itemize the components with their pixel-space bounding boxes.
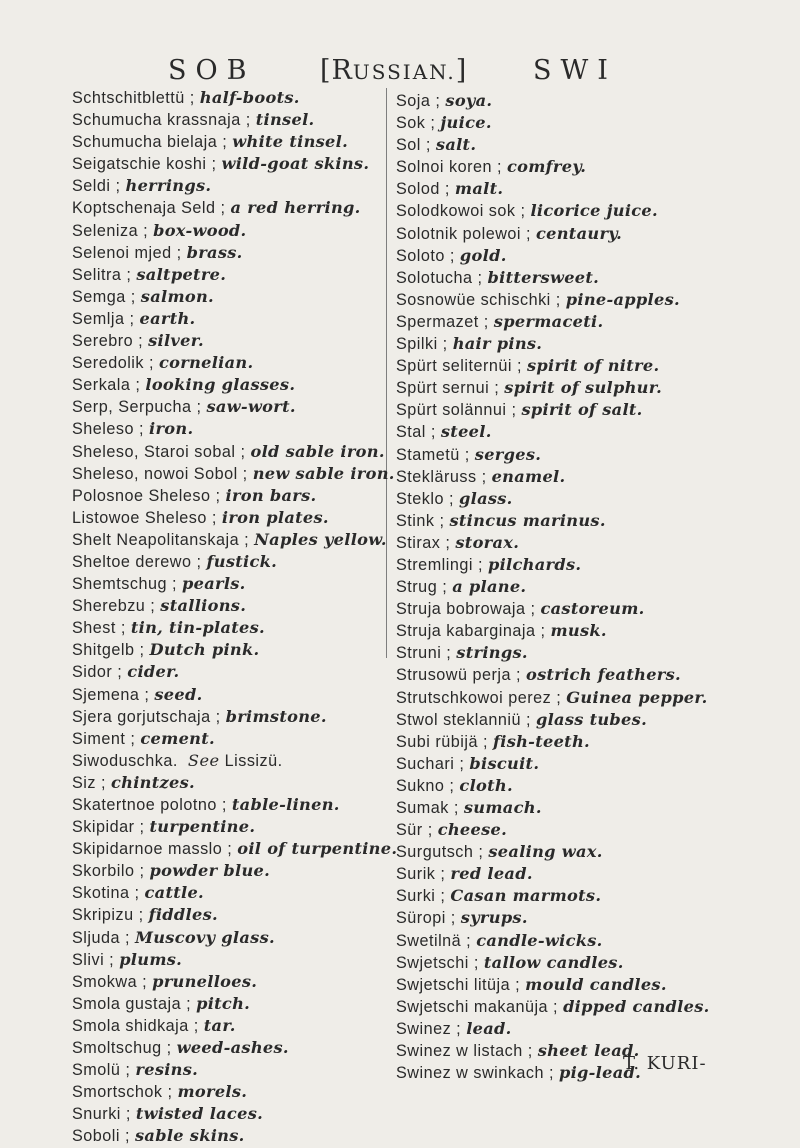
entry-translation: brimstone. bbox=[225, 706, 327, 726]
dictionary-entry bbox=[396, 576, 726, 598]
entry-term: Strusowü perja ; bbox=[396, 666, 521, 685]
dictionary-entry bbox=[396, 466, 726, 488]
entry-term: Stink ; bbox=[396, 511, 445, 530]
entry-translation: old sable iron. bbox=[250, 441, 385, 461]
dictionary-entry bbox=[72, 882, 377, 904]
entry-term: Soboli ; bbox=[72, 1127, 130, 1146]
entry-translation: prunelloes. bbox=[152, 971, 258, 991]
entry-translation: Dutch pink. bbox=[149, 640, 260, 660]
entry-translation: glass tubes. bbox=[535, 709, 648, 729]
entry-translation: stincus marinus. bbox=[449, 510, 606, 530]
column-divider bbox=[386, 88, 387, 658]
entry-translation: tin, tin-plates. bbox=[130, 618, 265, 638]
dictionary-entry bbox=[396, 952, 726, 974]
dictionary-entry bbox=[72, 1059, 377, 1081]
dictionary-entry bbox=[72, 573, 377, 595]
entry-term: Swjetschi makanüja ; bbox=[396, 997, 559, 1016]
entry-translation: strings. bbox=[456, 643, 528, 663]
entry-term: Spermazet ; bbox=[396, 312, 489, 331]
entry-translation: castoreum. bbox=[540, 599, 645, 619]
dictionary-entry bbox=[396, 377, 726, 399]
header-left-guide: SOB bbox=[168, 55, 256, 86]
entry-translation: cement. bbox=[140, 728, 215, 748]
entry-translation: oil of turpentine. bbox=[237, 839, 398, 859]
header-title-cap: R bbox=[331, 55, 353, 86]
dictionary-entry bbox=[72, 507, 377, 529]
entry-term: Solotnik polewoi ; bbox=[396, 224, 531, 243]
dictionary-entry bbox=[396, 200, 726, 222]
dictionary-entry bbox=[72, 109, 377, 131]
entry-translation: cheese. bbox=[437, 820, 508, 840]
entry-translation: fiddles. bbox=[148, 905, 218, 925]
dictionary-entry bbox=[396, 223, 726, 245]
dictionary-entry bbox=[72, 153, 377, 175]
entry-translation: iron plates. bbox=[221, 507, 329, 527]
entry-term: Swinez w listach ; bbox=[396, 1042, 533, 1061]
dictionary-entry bbox=[396, 797, 726, 819]
entry-term: Serp, Serpucha ; bbox=[72, 398, 202, 417]
entry-translation: steel. bbox=[440, 422, 492, 442]
entry-translation: white tinsel. bbox=[232, 132, 349, 152]
dictionary-entry bbox=[396, 974, 726, 996]
entry-translation: sumach. bbox=[463, 798, 542, 817]
entry-translation: biscuit. bbox=[469, 753, 540, 773]
dictionary-entry bbox=[72, 949, 377, 971]
entry-term: Skripizu ; bbox=[72, 906, 144, 925]
entry-term: Smoltschug ; bbox=[72, 1039, 172, 1058]
entry-see-label: See bbox=[187, 750, 220, 770]
entry-translation: silver. bbox=[148, 331, 204, 351]
dictionary-entry bbox=[72, 87, 377, 109]
entry-translation: a plane. bbox=[452, 577, 527, 597]
entry-translation: brass. bbox=[186, 242, 243, 262]
entry-translation: cloth. bbox=[459, 775, 513, 795]
dictionary-entry bbox=[396, 1018, 726, 1040]
entry-term: Swinez w swinkach ; bbox=[396, 1064, 554, 1083]
entry-term: Shelt Neapolitanskaja ; bbox=[72, 530, 250, 549]
entry-translation: soya. bbox=[445, 91, 493, 110]
entry-translation: cider. bbox=[127, 662, 180, 682]
dictionary-entry bbox=[396, 731, 726, 753]
dictionary-entry bbox=[72, 816, 377, 838]
entry-term: Skatertnoe polotno ; bbox=[72, 796, 227, 814]
dictionary-entry bbox=[396, 421, 726, 443]
entry-translation: pig-lead. bbox=[558, 1063, 642, 1083]
entry-translation: lead. bbox=[466, 1018, 512, 1038]
entry-term: Smolü ; bbox=[72, 1061, 131, 1080]
entry-translation: Naples yellow. bbox=[254, 529, 387, 549]
entry-translation: chintzes. bbox=[110, 772, 195, 792]
header-section-title bbox=[320, 55, 467, 86]
entry-translation: candle-wicks. bbox=[476, 930, 603, 950]
entry-translation: spermaceti. bbox=[493, 311, 604, 331]
dictionary-entry bbox=[72, 220, 377, 242]
dictionary-entry bbox=[396, 664, 726, 686]
entry-term: Polosnoe Sheleso ; bbox=[72, 486, 221, 505]
entry-term: Suchari ; bbox=[396, 754, 465, 773]
entry-translation: Casan marmots. bbox=[450, 886, 602, 906]
entry-term: Skorbilo ; bbox=[72, 862, 145, 881]
dictionary-entry bbox=[396, 156, 726, 178]
entry-term: Surki ; bbox=[396, 887, 446, 906]
entry-term: Stal ; bbox=[396, 423, 436, 442]
entry-term: Shemtschug ; bbox=[72, 575, 177, 594]
entry-translation: resins. bbox=[135, 1060, 199, 1080]
entry-term: Selitra ; bbox=[72, 265, 132, 284]
dictionary-entry bbox=[72, 131, 377, 153]
entry-translation: earth. bbox=[139, 308, 196, 328]
entry-translation: twisted laces. bbox=[135, 1104, 264, 1124]
entry-translation: saw-wort. bbox=[206, 397, 296, 417]
entry-term: Schumucha krassnaja ; bbox=[72, 111, 251, 130]
dictionary-entry bbox=[396, 311, 726, 333]
dictionary-entry bbox=[396, 709, 726, 731]
entry-term: Soloto ; bbox=[396, 246, 455, 265]
entry-term: Solodkowoi sok ; bbox=[396, 202, 526, 221]
dictionary-entry bbox=[72, 1081, 377, 1103]
entry-term: Soja ; bbox=[396, 92, 441, 110]
entry-term: Stwol steklanniü ; bbox=[396, 710, 531, 729]
dictionary-entry bbox=[396, 134, 726, 156]
entry-translation: half-boots. bbox=[199, 88, 300, 107]
entry-term: Sjera gorjutschaja ; bbox=[72, 707, 221, 726]
entry-term: Spürt seliternüi ; bbox=[396, 357, 522, 376]
entry-term: Siz ; bbox=[72, 773, 106, 792]
dictionary-entry bbox=[396, 885, 726, 907]
dictionary-entry bbox=[72, 772, 377, 794]
entry-term: Smola gustaja ; bbox=[72, 994, 192, 1013]
entry-term: Surgutsch ; bbox=[396, 843, 484, 862]
dictionary-entry bbox=[72, 197, 377, 219]
entry-translation: herrings. bbox=[125, 176, 212, 196]
dictionary-entry bbox=[72, 904, 377, 926]
entry-translation: centaury. bbox=[535, 223, 623, 243]
entry-translation: musk. bbox=[550, 621, 607, 641]
entry-term: Selenoi mjed ; bbox=[72, 243, 182, 262]
entry-translation: pitch. bbox=[196, 993, 251, 1013]
entry-term: Seredolik ; bbox=[72, 354, 154, 373]
entry-translation: gold. bbox=[459, 245, 507, 265]
entry-translation: spirit of salt. bbox=[521, 400, 643, 420]
left-column bbox=[72, 87, 398, 1148]
entry-translation: glass. bbox=[459, 488, 513, 508]
entry-term: Süropi ; bbox=[396, 909, 456, 928]
entry-term: Sukno ; bbox=[396, 776, 455, 795]
entry-translation: tar. bbox=[203, 1015, 236, 1035]
entry-translation: red lead. bbox=[450, 864, 533, 884]
entry-translation: looking glasses. bbox=[145, 375, 296, 395]
dictionary-entry bbox=[396, 333, 726, 355]
dictionary-entry bbox=[396, 642, 726, 664]
entry-translation: new sable iron. bbox=[252, 463, 395, 483]
dictionary-entry bbox=[72, 750, 377, 772]
dictionary-entry bbox=[72, 728, 377, 750]
catchword: T. KURI- bbox=[623, 1053, 707, 1074]
entry-term: Sok ; bbox=[396, 114, 436, 133]
dictionary-entry bbox=[72, 661, 377, 683]
entry-term: Struja bobrowaja ; bbox=[396, 600, 536, 619]
entry-term: Strug ; bbox=[396, 578, 448, 597]
entry-term: Stirax ; bbox=[396, 533, 451, 552]
entry-term: Skipidar ; bbox=[72, 818, 145, 837]
entry-term: Schumucha bielaja ; bbox=[72, 133, 228, 152]
entry-translation: saltpetre. bbox=[136, 264, 227, 284]
dictionary-entry bbox=[396, 775, 726, 797]
entry-translation: tallow candles. bbox=[483, 952, 624, 972]
dictionary-entry bbox=[396, 620, 726, 642]
entry-term: Listowoe Sheleso ; bbox=[72, 508, 217, 527]
entry-term: Subi rübijä ; bbox=[396, 732, 488, 751]
entry-term: Smola shidkaja ; bbox=[72, 1016, 199, 1035]
dictionary-entry bbox=[396, 554, 726, 576]
dictionary-entry bbox=[72, 1125, 377, 1147]
dictionary-entry bbox=[72, 529, 387, 551]
entry-term: Sidor ; bbox=[72, 663, 123, 682]
entry-term: Solnoi koren ; bbox=[396, 158, 502, 177]
entry-term: Swjetschi litüja ; bbox=[396, 975, 521, 994]
dictionary-entry bbox=[72, 441, 385, 463]
dictionary-entry bbox=[72, 639, 377, 661]
entry-translation: mould candles. bbox=[525, 974, 667, 994]
entry-term: Koptschenaja Seld ; bbox=[72, 199, 226, 218]
entry-translation: serges. bbox=[474, 444, 542, 464]
dictionary-entry bbox=[72, 264, 377, 286]
dictionary-entry bbox=[396, 289, 726, 311]
entry-translation: powder blue. bbox=[149, 861, 271, 881]
entry-translation: cattle. bbox=[144, 883, 204, 903]
entry-translation: syrups. bbox=[460, 908, 528, 928]
dictionary-entry bbox=[396, 598, 726, 620]
entry-translation: pilchards. bbox=[487, 554, 582, 574]
entry-translation: hair pins. bbox=[452, 334, 543, 354]
entry-term: Smokwa ; bbox=[72, 972, 148, 991]
dictionary-entry bbox=[396, 753, 726, 775]
dictionary-entry bbox=[72, 993, 377, 1015]
dictionary-entry bbox=[396, 687, 726, 709]
entry-term: Steklo ; bbox=[396, 489, 454, 508]
entry-term: Swjetschi ; bbox=[396, 953, 479, 972]
dictionary-entry bbox=[72, 352, 377, 374]
dictionary-entry bbox=[396, 245, 726, 267]
dictionary-entry bbox=[72, 463, 395, 485]
entry-term: Struni ; bbox=[396, 644, 452, 663]
entry-translation: wild-goat skins. bbox=[221, 154, 370, 174]
entry-term: Struja kabarginaja ; bbox=[396, 622, 546, 641]
entry-term: Sherebzu ; bbox=[72, 597, 156, 616]
entry-translation: salt. bbox=[435, 135, 477, 155]
entry-term: Seldi ; bbox=[72, 177, 121, 196]
dictionary-entry bbox=[396, 996, 726, 1018]
entry-term: Skipidarnoe masslo ; bbox=[72, 840, 233, 859]
entry-translation: salmon. bbox=[140, 286, 214, 306]
entry-translation: Guinea pepper. bbox=[566, 687, 708, 707]
entry-translation: comfrey. bbox=[506, 157, 587, 177]
dictionary-entry bbox=[72, 927, 377, 949]
entry-translation: bittersweet. bbox=[487, 267, 600, 287]
header-title-rest: USSIAN. bbox=[352, 60, 456, 84]
header-bracket-close: ] bbox=[455, 55, 468, 86]
entry-term: Shest ; bbox=[72, 619, 126, 638]
entry-translation: malt. bbox=[454, 179, 504, 199]
entry-term: Skotina ; bbox=[72, 884, 140, 903]
dictionary-entry bbox=[72, 794, 377, 816]
entry-translation: sable skins. bbox=[135, 1126, 245, 1146]
entry-translation: stallions. bbox=[160, 596, 247, 616]
entry-translation: a red herring. bbox=[230, 198, 361, 218]
entry-term: Stekläruss ; bbox=[396, 467, 487, 486]
dictionary-entry bbox=[72, 175, 377, 197]
dictionary-entry bbox=[396, 863, 726, 885]
entry-term: Seigatschie koshi ; bbox=[72, 155, 217, 174]
entry-term: Swinez ; bbox=[396, 1019, 462, 1038]
dictionary-entry bbox=[396, 399, 726, 421]
entry-term: Spilki ; bbox=[396, 335, 448, 354]
dictionary-entry bbox=[396, 112, 726, 134]
entry-translation: tinsel. bbox=[255, 110, 315, 130]
dictionary-entry bbox=[72, 684, 377, 706]
entry-translation: pine-apples. bbox=[565, 289, 680, 309]
entry-term: Snurki ; bbox=[72, 1105, 131, 1124]
entry-translation: cornelian. bbox=[158, 353, 254, 373]
dictionary-entry bbox=[396, 819, 726, 841]
entry-translation: pearls. bbox=[181, 574, 246, 594]
entry-term: Sheleso ; bbox=[72, 420, 144, 439]
dictionary-entry bbox=[396, 267, 726, 289]
dictionary-entry bbox=[72, 396, 377, 418]
entry-translation: weed-ashes. bbox=[176, 1038, 289, 1058]
entry-term: Serkala ; bbox=[72, 376, 141, 395]
dictionary-entry bbox=[72, 330, 377, 352]
header-bracket-open: [ bbox=[320, 55, 332, 86]
entry-term: Schtschitblettü ; bbox=[72, 89, 195, 107]
entry-term: Semlja ; bbox=[72, 309, 135, 328]
entry-term: Spürt sernui ; bbox=[396, 379, 500, 398]
dictionary-entry bbox=[72, 595, 377, 617]
entry-translation: fish-teeth. bbox=[492, 731, 590, 751]
entry-translation: juice. bbox=[440, 113, 492, 133]
entry-term: Siwoduschka. bbox=[72, 751, 178, 770]
entry-translation: table-linen. bbox=[231, 795, 340, 814]
dictionary-entry bbox=[72, 286, 377, 308]
entry-translation: sheet lead. bbox=[537, 1041, 640, 1061]
dictionary-entry bbox=[72, 1103, 377, 1125]
dictionary-entry bbox=[72, 485, 377, 507]
dictionary-entry bbox=[72, 860, 377, 882]
entry-translation: spirit of sulphur. bbox=[504, 378, 663, 398]
entry-translation: turpentine. bbox=[149, 817, 256, 837]
dictionary-entry bbox=[396, 178, 726, 200]
dictionary-entry bbox=[396, 510, 726, 532]
dictionary-entry bbox=[72, 1037, 377, 1059]
entry-translation: iron bars. bbox=[225, 485, 317, 505]
entry-see-reference: Lissizü. bbox=[224, 751, 283, 770]
entry-term: Sür ; bbox=[396, 821, 433, 840]
header-right-guide: SWI bbox=[533, 55, 617, 86]
entry-term: Semga ; bbox=[72, 287, 136, 306]
entry-term: Sheltoe derewo ; bbox=[72, 552, 202, 571]
entry-translation: enamel. bbox=[491, 466, 566, 486]
entry-term: Strutschkowoi perez ; bbox=[396, 688, 562, 707]
dictionary-entry bbox=[72, 242, 377, 264]
entry-translation: spirit of nitre. bbox=[526, 356, 660, 376]
dictionary-entry bbox=[72, 418, 377, 440]
entry-translation: storax. bbox=[455, 532, 520, 552]
entry-translation: seed. bbox=[154, 684, 203, 704]
entry-translation: iron. bbox=[149, 419, 194, 439]
entry-term: Solod ; bbox=[396, 180, 450, 199]
entry-term: Siment ; bbox=[72, 729, 136, 748]
dictionary-entry bbox=[72, 1015, 377, 1037]
entry-term: Smortschok ; bbox=[72, 1083, 173, 1102]
entry-term: Stremlingi ; bbox=[396, 555, 483, 574]
entry-translation: licorice juice. bbox=[530, 201, 658, 221]
entry-term: Sosnowüe schischki ; bbox=[396, 290, 561, 309]
dictionary-entry bbox=[72, 551, 377, 573]
dictionary-entry bbox=[396, 355, 726, 377]
entry-term: Swetilnä ; bbox=[396, 931, 472, 950]
entry-term: Sljuda ; bbox=[72, 928, 130, 947]
dictionary-entry bbox=[396, 488, 726, 510]
dictionary-entry bbox=[72, 706, 377, 728]
dictionary-entry bbox=[396, 907, 726, 929]
dictionary-entry bbox=[396, 90, 726, 112]
entry-term: Sheleso, nowoi Sobol ; bbox=[72, 464, 248, 483]
entry-term: Stametü ; bbox=[396, 445, 470, 464]
dictionary-entry bbox=[72, 308, 377, 330]
entry-term: Sjemena ; bbox=[72, 685, 150, 704]
dictionary-entry bbox=[396, 532, 726, 554]
entry-term: Sheleso, Staroi sobal ; bbox=[72, 442, 246, 461]
entry-term: Spürt solännui ; bbox=[396, 401, 517, 420]
entry-term: Serebro ; bbox=[72, 332, 144, 351]
entry-translation: Muscovy glass. bbox=[135, 927, 275, 947]
entry-term: Slivi ; bbox=[72, 950, 115, 969]
dictionary-entry bbox=[396, 930, 726, 952]
entry-translation: fustick. bbox=[206, 551, 278, 571]
dictionary-entry bbox=[396, 444, 726, 466]
entry-term: Surik ; bbox=[396, 865, 446, 884]
dictionary-entry bbox=[72, 374, 377, 396]
entry-term: Solotucha ; bbox=[396, 268, 483, 287]
dictionary-entry bbox=[72, 838, 398, 860]
entry-term: Sumak ; bbox=[396, 799, 459, 817]
entry-term: Shitgelb ; bbox=[72, 641, 145, 660]
entry-translation: dipped candles. bbox=[563, 996, 710, 1016]
dictionary-entry bbox=[396, 841, 726, 863]
dictionary-entry bbox=[72, 971, 377, 993]
entry-translation: morels. bbox=[177, 1082, 248, 1102]
entry-translation: ostrich feathers. bbox=[525, 665, 681, 685]
entry-translation: plums. bbox=[119, 949, 183, 969]
entry-translation: box-wood. bbox=[153, 220, 247, 240]
entry-translation: sealing wax. bbox=[488, 842, 603, 862]
dictionary-entry bbox=[72, 617, 377, 639]
entry-term: Sol ; bbox=[396, 136, 431, 155]
entry-term: Seleniza ; bbox=[72, 221, 149, 240]
